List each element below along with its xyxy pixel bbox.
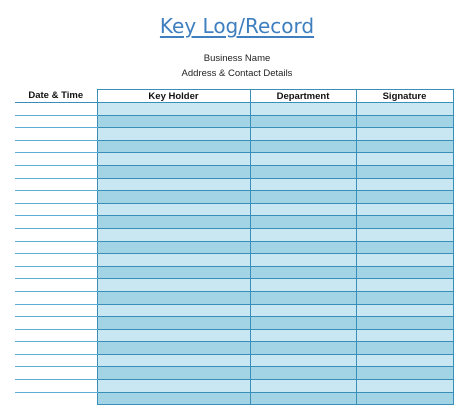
cell-department[interactable] — [250, 342, 356, 355]
cell-signature[interactable] — [356, 165, 453, 178]
table-header-row — [15, 90, 453, 103]
cell-department[interactable] — [250, 354, 356, 367]
cell-date-time[interactable] — [15, 367, 97, 380]
cell-date-time[interactable] — [15, 241, 97, 254]
table-row — [15, 279, 453, 292]
table-row — [15, 329, 453, 342]
table-row — [15, 241, 453, 254]
table-row — [15, 392, 453, 405]
cell-date-time[interactable] — [15, 266, 97, 279]
cell-key-holder[interactable] — [97, 329, 250, 342]
cell-date-time[interactable] — [15, 329, 97, 342]
cell-date-time[interactable] — [15, 304, 97, 317]
cell-date-time[interactable] — [15, 203, 97, 216]
cell-key-holder[interactable] — [97, 342, 250, 355]
cell-date-time[interactable] — [15, 291, 97, 304]
cell-signature[interactable] — [356, 279, 453, 292]
cell-signature[interactable] — [356, 304, 453, 317]
cell-key-holder[interactable] — [97, 354, 250, 367]
cell-key-holder[interactable] — [97, 216, 250, 229]
cell-department[interactable] — [250, 380, 356, 393]
cell-date-time[interactable] — [15, 165, 97, 178]
page-title-text: Key Log/Record — [159, 14, 315, 38]
table-row — [15, 367, 453, 380]
cell-department[interactable] — [250, 103, 356, 116]
cell-key-holder[interactable] — [97, 317, 250, 330]
cell-key-holder[interactable] — [97, 128, 250, 141]
cell-date-time[interactable] — [15, 354, 97, 367]
cell-date-time[interactable] — [15, 191, 97, 204]
column-header-date-time: Date & Time — [15, 90, 97, 103]
cell-department[interactable] — [250, 241, 356, 254]
column-header-key-holder: Key Holder — [97, 90, 250, 103]
cell-signature[interactable] — [356, 254, 453, 267]
cell-date-time[interactable] — [15, 254, 97, 267]
cell-department[interactable] — [250, 165, 356, 178]
address-contact-details: Address & Contact Details — [181, 68, 293, 79]
cell-date-time[interactable] — [15, 228, 97, 241]
cell-date-time[interactable] — [15, 115, 97, 128]
cell-key-holder[interactable] — [97, 115, 250, 128]
table-row — [15, 103, 453, 116]
table-row — [15, 216, 453, 229]
table-row — [15, 266, 453, 279]
cell-signature[interactable] — [356, 140, 453, 153]
cell-signature[interactable] — [356, 115, 453, 128]
cell-key-holder[interactable] — [97, 279, 250, 292]
cell-department[interactable] — [250, 279, 356, 292]
table-body — [15, 103, 453, 405]
cell-department[interactable] — [250, 228, 356, 241]
cell-date-time[interactable] — [15, 392, 97, 405]
table-row — [15, 380, 453, 393]
cell-department[interactable] — [250, 317, 356, 330]
cell-key-holder[interactable] — [97, 203, 250, 216]
cell-signature[interactable] — [356, 153, 453, 166]
cell-department[interactable] — [250, 392, 356, 405]
cell-key-holder[interactable] — [97, 153, 250, 166]
table-row — [15, 254, 453, 267]
table-row — [15, 178, 453, 191]
cell-key-holder[interactable] — [97, 392, 250, 405]
table-row — [15, 203, 453, 216]
cell-department[interactable] — [250, 266, 356, 279]
cell-department[interactable] — [250, 291, 356, 304]
cell-key-holder[interactable] — [97, 367, 250, 380]
cell-department[interactable] — [250, 254, 356, 267]
cell-department[interactable] — [250, 178, 356, 191]
cell-signature[interactable] — [356, 354, 453, 367]
cell-department[interactable] — [250, 115, 356, 128]
cell-date-time[interactable] — [15, 178, 97, 191]
cell-department[interactable] — [250, 140, 356, 153]
cell-department[interactable] — [250, 203, 356, 216]
table-row — [15, 304, 453, 317]
cell-signature[interactable] — [356, 241, 453, 254]
cell-signature[interactable] — [356, 191, 453, 204]
cell-department[interactable] — [250, 329, 356, 342]
cell-date-time[interactable] — [15, 342, 97, 355]
column-header-department: Department — [250, 90, 356, 103]
cell-key-holder[interactable] — [97, 228, 250, 241]
cell-signature[interactable] — [356, 203, 453, 216]
cell-date-time[interactable] — [15, 128, 97, 141]
page-title — [0, 14, 474, 38]
cell-key-holder[interactable] — [97, 266, 250, 279]
cell-department[interactable] — [250, 153, 356, 166]
cell-signature[interactable] — [356, 216, 453, 229]
table-row — [15, 128, 453, 141]
cell-signature[interactable] — [356, 178, 453, 191]
cell-date-time[interactable] — [15, 103, 97, 116]
cell-date-time[interactable] — [15, 216, 97, 229]
table-row — [15, 115, 453, 128]
cell-signature[interactable] — [356, 266, 453, 279]
cell-department[interactable] — [250, 304, 356, 317]
cell-signature[interactable] — [356, 228, 453, 241]
cell-date-time[interactable] — [15, 380, 97, 393]
cell-key-holder[interactable] — [97, 140, 250, 153]
cell-signature[interactable] — [356, 128, 453, 141]
key-log-table — [15, 89, 454, 405]
cell-signature[interactable] — [356, 342, 453, 355]
table-row — [15, 342, 453, 355]
table-row — [15, 140, 453, 153]
cell-department[interactable] — [250, 367, 356, 380]
cell-key-holder[interactable] — [97, 103, 250, 116]
cell-date-time[interactable] — [15, 140, 97, 153]
cell-date-time[interactable] — [15, 279, 97, 292]
cell-signature[interactable] — [356, 329, 453, 342]
table-row — [15, 291, 453, 304]
cell-date-time[interactable] — [15, 153, 97, 166]
cell-department[interactable] — [250, 216, 356, 229]
cell-date-time[interactable] — [15, 317, 97, 330]
cell-key-holder[interactable] — [97, 304, 250, 317]
business-name: Business Name — [203, 53, 271, 64]
cell-signature[interactable] — [356, 103, 453, 116]
cell-signature[interactable] — [356, 367, 453, 380]
cell-key-holder[interactable] — [97, 165, 250, 178]
cell-department[interactable] — [250, 191, 356, 204]
cell-department[interactable] — [250, 128, 356, 141]
table-row — [15, 354, 453, 367]
table-row — [15, 191, 453, 204]
cell-signature[interactable] — [356, 392, 453, 405]
table-row — [15, 317, 453, 330]
table-row — [15, 165, 453, 178]
table-row — [15, 228, 453, 241]
cell-key-holder[interactable] — [97, 291, 250, 304]
cell-key-holder[interactable] — [97, 241, 250, 254]
cell-key-holder[interactable] — [97, 380, 250, 393]
cell-key-holder[interactable] — [97, 178, 250, 191]
cell-key-holder[interactable] — [97, 191, 250, 204]
table-row — [15, 153, 453, 166]
cell-signature[interactable] — [356, 317, 453, 330]
column-header-signature: Signature — [356, 90, 453, 103]
cell-signature[interactable] — [356, 291, 453, 304]
cell-signature[interactable] — [356, 380, 453, 393]
cell-key-holder[interactable] — [97, 254, 250, 267]
